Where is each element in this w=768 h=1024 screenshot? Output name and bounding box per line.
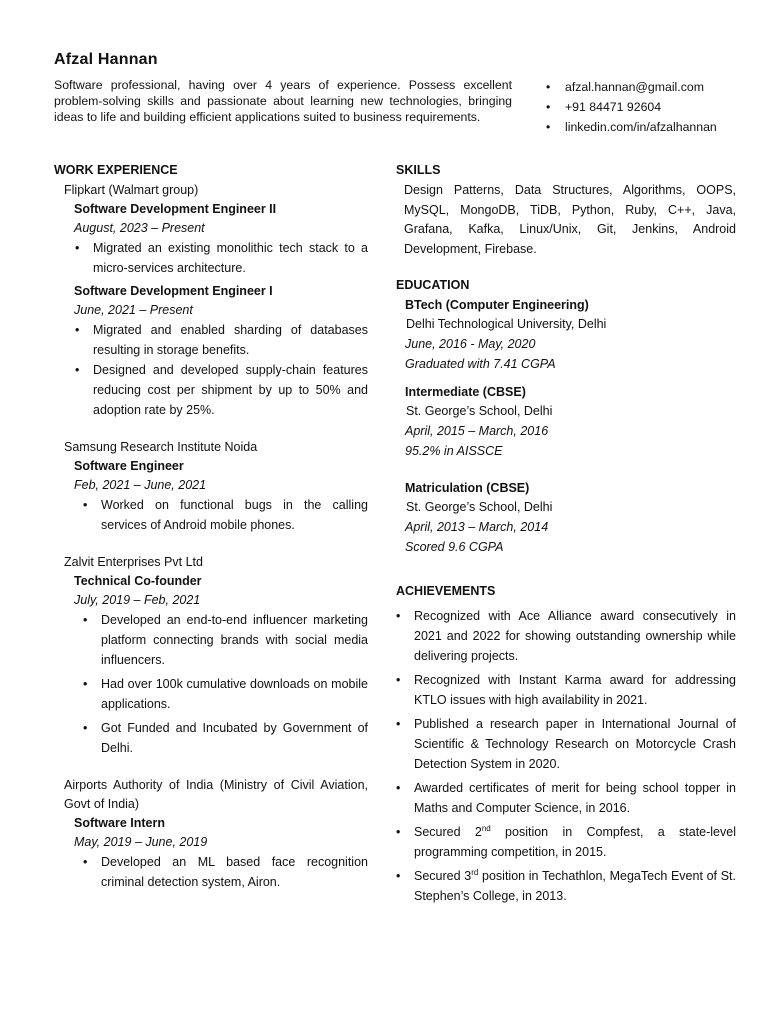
bullets-sde2 [54, 238, 368, 278]
achievements-list [396, 606, 736, 906]
list-item: • Had over 100k cumulative downloads on mobile applications. [54, 674, 368, 714]
list-item: • Published a research paper in International Journal of Scientific & Technology Research on Motorcycle Crash Detection System in 2020. [396, 714, 736, 774]
period-btech: June, 2016 - May, 2020 [405, 337, 536, 352]
company-flipkart: Flipkart (Walmart group) [64, 183, 199, 197]
bullets-samsung [54, 495, 368, 535]
result-btech: Graduated with 7.41 CGPA [405, 357, 556, 372]
contact-phone[interactable]: • +91 84471 92604 [546, 97, 717, 117]
period-zalvit: July, 2019 – Feb, 2021 [74, 593, 201, 607]
list-item: • Secured 3rd position in Techathlon, MegaTech Event of St. Stephen’s College, in 2013. [396, 866, 736, 906]
institution-matriculation: St. George’s School, Delhi [406, 500, 553, 515]
bullets-zalvit [54, 610, 368, 758]
company-aai: Airports Authority of India (Ministry of Civil Aviation, Govt of India) [64, 778, 368, 811]
period-samsung: Feb, 2021 – June, 2021 [74, 478, 207, 492]
list-item: • Got Funded and Incubated by Government of Delhi. [54, 718, 368, 758]
degree-btech: BTech (Computer Engineering) [405, 298, 589, 313]
skills-list: Design Patterns, Data Structures, Algorithms, OOPS, MySQL, MongoDB, TiDB, Python, Ruby, C++, Java, Grafana, Kafka, Linux/Unix, Git, Jenkins, Android Development, Firebase. [404, 183, 736, 256]
skills-heading: SKILLS [396, 163, 441, 177]
role-aai: Software Intern [74, 816, 165, 830]
role-samsung: Software Engineer [74, 459, 184, 473]
contact-list [546, 77, 717, 137]
bullets-aai [54, 852, 368, 892]
list-item: • Awarded certificates of merit for being school topper in Maths and Computer Science, in 2016. [396, 778, 736, 818]
period-sde2: August, 2023 – Present [74, 221, 205, 235]
list-item: • Worked on functional bugs in the calling services of Android mobile phones. [54, 495, 368, 535]
institution-intermediate: St. George’s School, Delhi [406, 404, 553, 419]
profile-summary: Software professional, having over 4 years of experience. Possess excellent problem-solving skills and passionate about learning new technologies, bringing ideas to life and building efficient applications suited to business requirements. [54, 78, 512, 125]
role-zalvit: Technical Co-founder [74, 574, 202, 588]
contact-linkedin[interactable]: • linkedin.com/in/afzalhannan [546, 117, 717, 137]
result-matriculation: Scored 9.6 CGPA [405, 540, 504, 555]
list-item: • Designed and developed supply-chain features reducing cost per shipment by up to 50% and adoption rate by 25%. [54, 360, 368, 420]
list-item: • Secured 2nd position in Compfest, a state-level programming competition, in 2015. [396, 822, 736, 862]
list-item: • Recognized with Instant Karma award for addressing KTLO issues with high availability in 2021. [396, 670, 736, 710]
candidate-name: Afzal Hannan [54, 51, 158, 68]
right-column [396, 162, 736, 910]
company-zalvit: Zalvit Enterprises Pvt Ltd [64, 555, 203, 569]
list-item: • Migrated and enabled sharding of databases resulting in storage benefits. [54, 320, 368, 360]
list-item: • Recognized with Ace Alliance award consecutively in 2021 and 2022 for showing outstanding ownership while delivering projects. [396, 606, 736, 666]
left-column [54, 162, 368, 892]
company-samsung: Samsung Research Institute Noida [64, 440, 258, 454]
bullets-sde1 [54, 320, 368, 420]
period-matriculation: April, 2013 – March, 2014 [405, 520, 549, 535]
degree-intermediate: Intermediate (CBSE) [405, 385, 526, 400]
institution-dtu: Delhi Technological University, Delhi [406, 317, 607, 332]
period-intermediate: April, 2015 – March, 2016 [405, 424, 549, 439]
period-aai: May, 2019 – June, 2019 [74, 835, 208, 849]
list-item: • Developed an end-to-end influencer marketing platform connecting brands with social media influencers. [54, 610, 368, 670]
list-item: • Migrated an existing monolithic tech stack to a micro-services architecture. [54, 238, 368, 278]
period-sde1: June, 2021 – Present [74, 303, 193, 317]
contact-email[interactable]: • afzal.hannan@gmail.com [546, 77, 717, 97]
education-heading: EDUCATION [396, 278, 470, 293]
degree-matriculation: Matriculation (CBSE) [405, 481, 530, 496]
work-experience-heading: WORK EXPERIENCE [54, 163, 178, 177]
achievements-heading: ACHIEVEMENTS [396, 584, 496, 599]
role-sde1: Software Development Engineer I [74, 284, 273, 298]
result-intermediate: 95.2% in AISSCE [405, 444, 503, 459]
role-sde2: Software Development Engineer II [74, 202, 277, 216]
list-item: • Developed an ML based face recognition criminal detection system, Airon. [54, 852, 368, 892]
